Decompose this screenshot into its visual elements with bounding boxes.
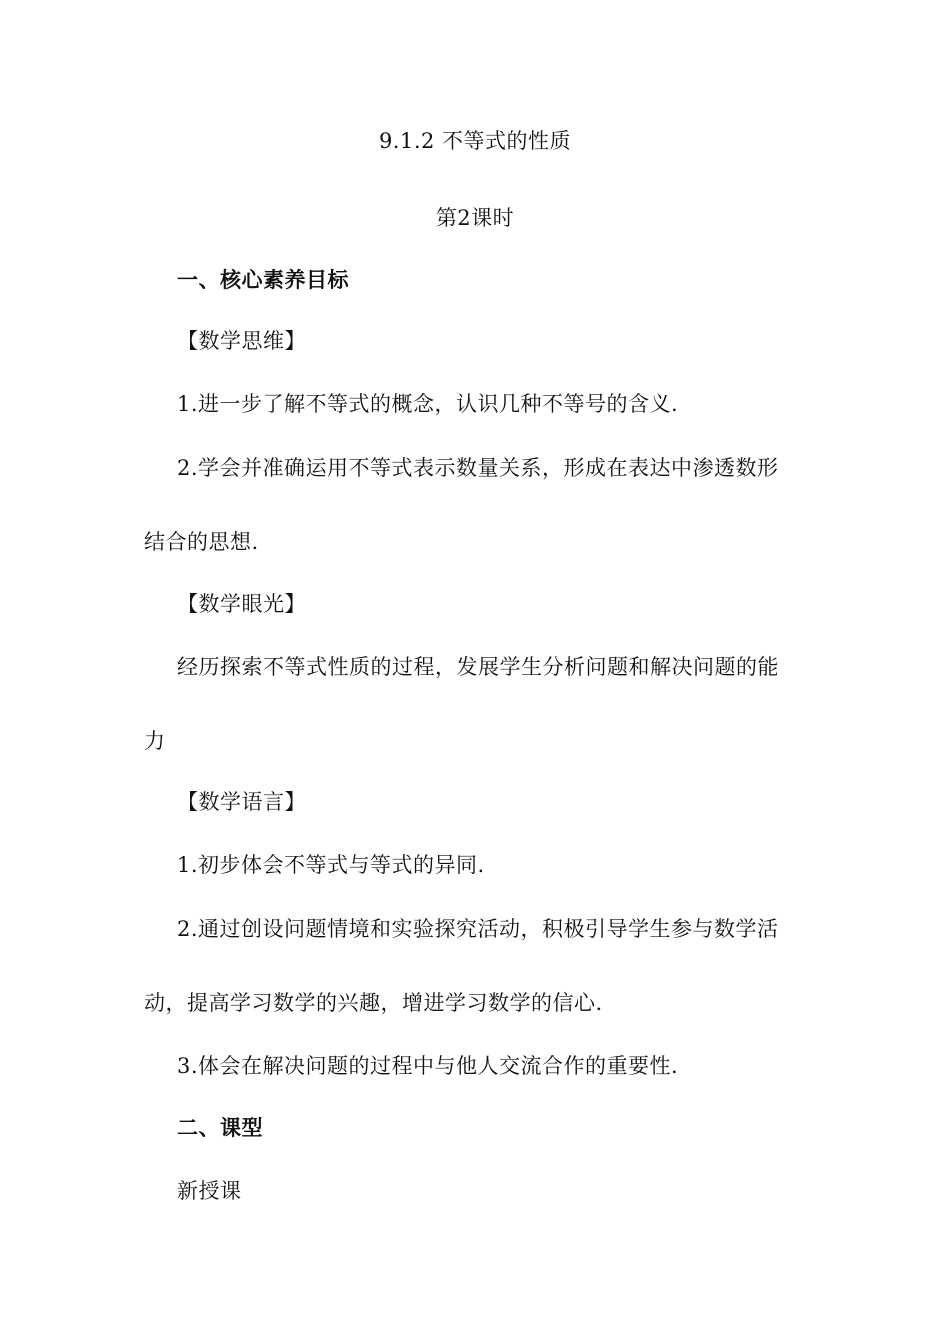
lesson-subtitle: 第2课时: [435, 206, 515, 230]
section-heading-lesson-type: 二、课型: [177, 1116, 263, 1140]
language-item-2-line-2: 动，提高学习数学的兴趣，增进学习数学的信心.: [144, 991, 603, 1015]
language-item-1: 1.初步体会不等式与等式的异同.: [177, 853, 485, 877]
thinking-item-2-line-2: 结合的思想.: [144, 530, 259, 554]
section-heading-goals: 一、核心素养目标: [177, 268, 349, 292]
thinking-item-2-line-1: 2.学会并准确运用不等式表示数量关系，形成在表达中渗透数形: [177, 456, 779, 480]
document-title: 9.1.2 不等式的性质: [378, 129, 572, 153]
label-math-thinking: 【数学思维】: [177, 329, 306, 353]
vision-text-line-2: 力: [144, 729, 166, 753]
language-item-2-line-1: 2.通过创设问题情境和实验探究活动，积极引导学生参与数学活: [177, 917, 779, 941]
label-math-language: 【数学语言】: [177, 790, 306, 814]
thinking-item-1: 1.进一步了解不等式的概念，认识几种不等号的含义.: [177, 392, 679, 416]
vision-text-line-1: 经历探索不等式性质的过程，发展学生分析问题和解决问题的能: [177, 655, 779, 679]
lesson-type-value: 新授课: [177, 1179, 242, 1203]
language-item-3: 3.体会在解决问题的过程中与他人交流合作的重要性.: [177, 1054, 679, 1078]
label-math-vision: 【数学眼光】: [177, 592, 306, 616]
